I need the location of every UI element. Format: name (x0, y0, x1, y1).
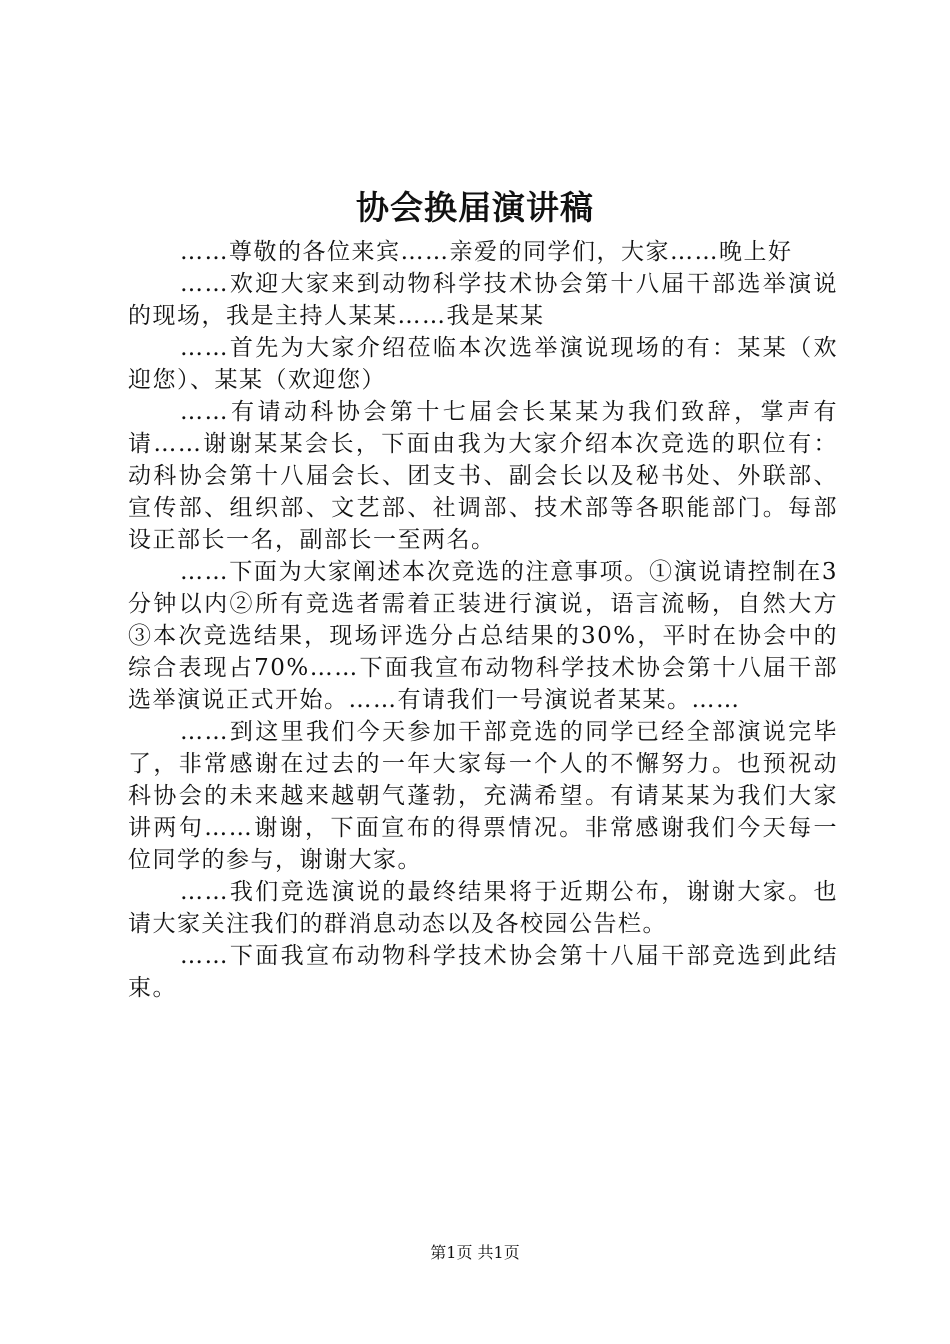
document-body (128, 236, 838, 1004)
paragraph-welcome: ……欢迎大家来到动物科学技术协会第十八届干部选举演说的现场，我是主持人某某……我是某某 (128, 271, 838, 329)
paragraph-closing-thanks: ……到这里我们今天参加干部竞选的同学已经全部演说完毕了，非常感谢在过去的一年大家每一个人的不懈努力。也预祝动科协会的未来越来越朝气蓬勃，充满希望。有请某某为我们大家讲两句……谢谢，下面宣布的得票情况。非常感谢我们今天每一位同学的参与，谢谢大家。 (128, 719, 838, 873)
page-number-footer: 第1页 共1页 (430, 1243, 520, 1262)
paragraph-rules: ……下面为大家阐述本次竞选的注意事项。①演说请控制在3分钟以内②所有竞选者需着正装进行演说，语言流畅，自然大方③本次竞选结果，现场评选分占总结果的30%，平时在协会中的综合表现占70%……下面我宣布动物科学技术协会第十八届干部选举演说正式开始。……有请我们一号演说者某某。…… (128, 559, 838, 713)
paragraph-end: ……下面我宣布动物科学技术协会第十八届干部竞选到此结束。 (128, 943, 838, 1001)
paragraph-greeting: ……尊敬的各位来宾……亲爱的同学们，大家……晚上好 (180, 239, 793, 265)
paragraph-results-notice: ……我们竞选演说的最终结果将于近期公布，谢谢大家。也请大家关注我们的群消息动态以及各校园公告栏。 (128, 879, 838, 937)
document-title: 协会换届演讲稿 (356, 188, 594, 227)
paragraph-positions: ……有请动科协会第十七届会长某某为我们致辞，掌声有请……谢谢某某会长，下面由我为大家介绍本次竞选的职位有：动科协会第十八届会长、团支书、副会长以及秘书处、外联部、宣传部、组织部、文艺部、社调部、技术部等各职能部门。每部设正部长一名，副部长一至两名。 (128, 399, 838, 553)
paragraph-guests: ……首先为大家介绍莅临本次选举演说现场的有：某某（欢迎您）、某某（欢迎您） (128, 335, 838, 393)
